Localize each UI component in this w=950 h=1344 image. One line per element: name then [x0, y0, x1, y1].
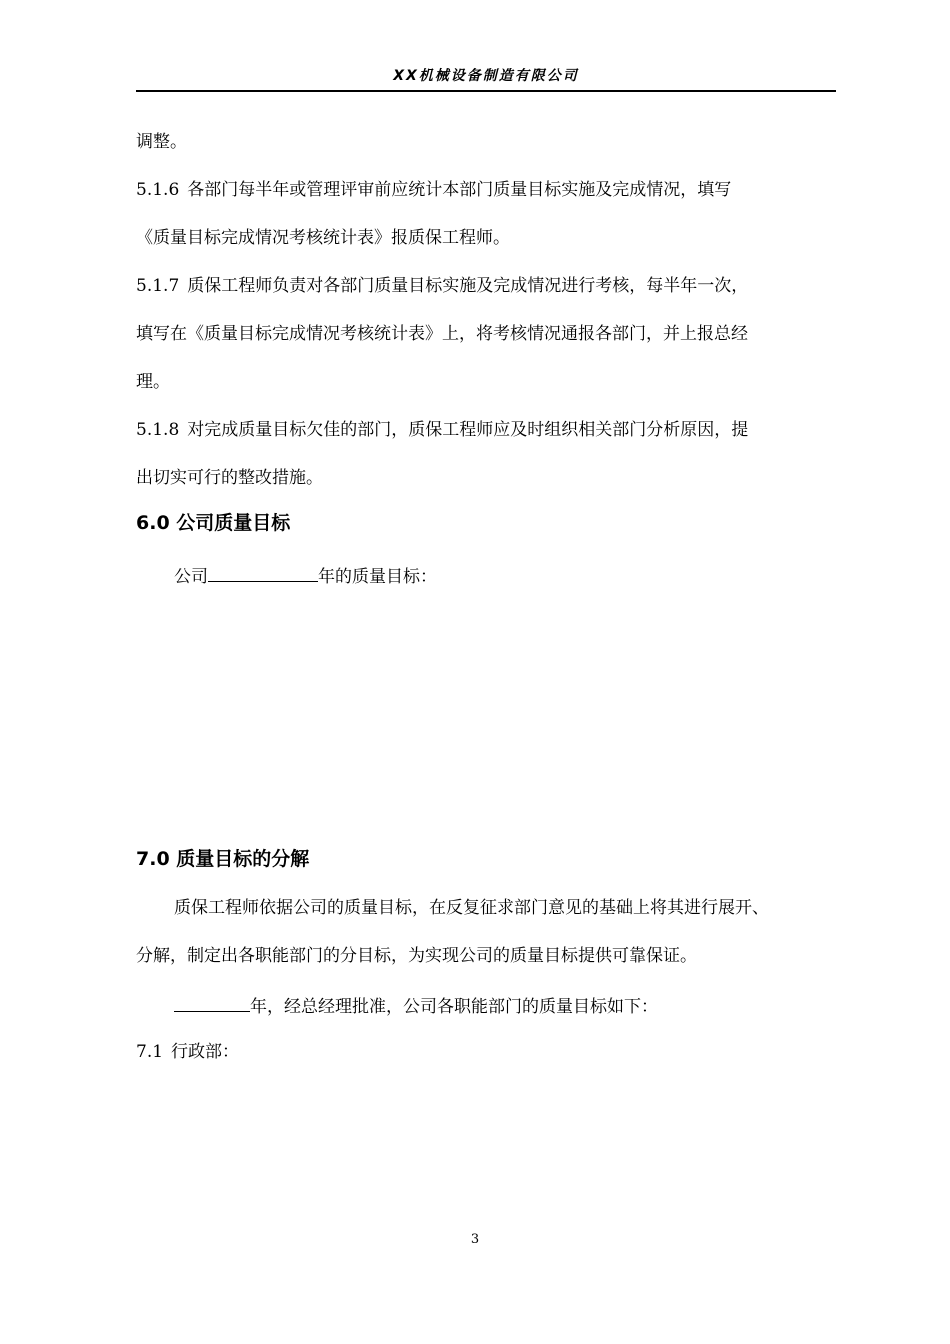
clause-number: 5.1.7 — [136, 276, 180, 296]
paragraph-5-1-6-line1 — [136, 177, 856, 203]
para2-text: 年，经总经理批准，公司各职能部门的质量目标如下： — [250, 997, 658, 1017]
section-6-heading: 6.0 公司质量目标 — [136, 512, 291, 534]
clause-text: 对完成质量目标欠佳的部门，质保工程师应及时组织相关部门分析原因，提 — [187, 420, 749, 440]
section-7-para1-line2: 分解，制定出各职能部门的分目标，为实现公司的质量目标提供可靠保证。 — [136, 946, 697, 966]
clause-number: 5.1.8 — [136, 420, 180, 440]
page-number: 3 — [470, 1232, 480, 1247]
paragraph-5-1-8-line2: 出切实可行的整改措施。 — [136, 468, 323, 488]
item-7-1 — [136, 1039, 856, 1065]
item-label: 行政部： — [171, 1042, 240, 1062]
paragraph-5-1-7-line2: 填写在《质量目标完成情况考核统计表》上，将考核情况通报各部门，并上报总经 — [136, 324, 748, 344]
goal-line-suffix: 年的质量目标： — [318, 567, 437, 587]
paragraph-5-1-7-line3: 理。 — [136, 372, 170, 392]
text-line: 调整。 — [136, 132, 187, 152]
clause-number: 5.1.6 — [136, 180, 180, 200]
clause-text: 质保工程师负责对各部门质量目标实施及完成情况进行考核，每半年一次， — [187, 276, 749, 296]
clause-number: 7.1 — [136, 1042, 164, 1062]
section-6-goal-line — [174, 561, 894, 590]
company-name: XX机械设备制造有限公司 — [393, 68, 579, 84]
section-7-heading: 7.0 质量目标的分解 — [136, 848, 310, 870]
section-7-para1-line1: 质保工程师依据公司的质量目标，在反复征求部门意见的基础上将其进行展开、 — [174, 898, 769, 918]
year-blank-field[interactable] — [174, 991, 250, 1012]
paragraph-5-1-8-line1 — [136, 417, 856, 443]
goal-line-prefix: 公司 — [174, 567, 208, 587]
paragraph-5-1-7-line1 — [136, 273, 856, 299]
paragraph-5-1-6-line2: 《质量目标完成情况考核统计表》报质保工程师。 — [136, 228, 510, 248]
section-7-para2 — [174, 991, 894, 1020]
page-header — [136, 62, 836, 92]
clause-text: 各部门每半年或管理评审前应统计本部门质量目标实施及完成情况，填写 — [187, 180, 732, 200]
year-blank-field[interactable] — [208, 561, 318, 582]
